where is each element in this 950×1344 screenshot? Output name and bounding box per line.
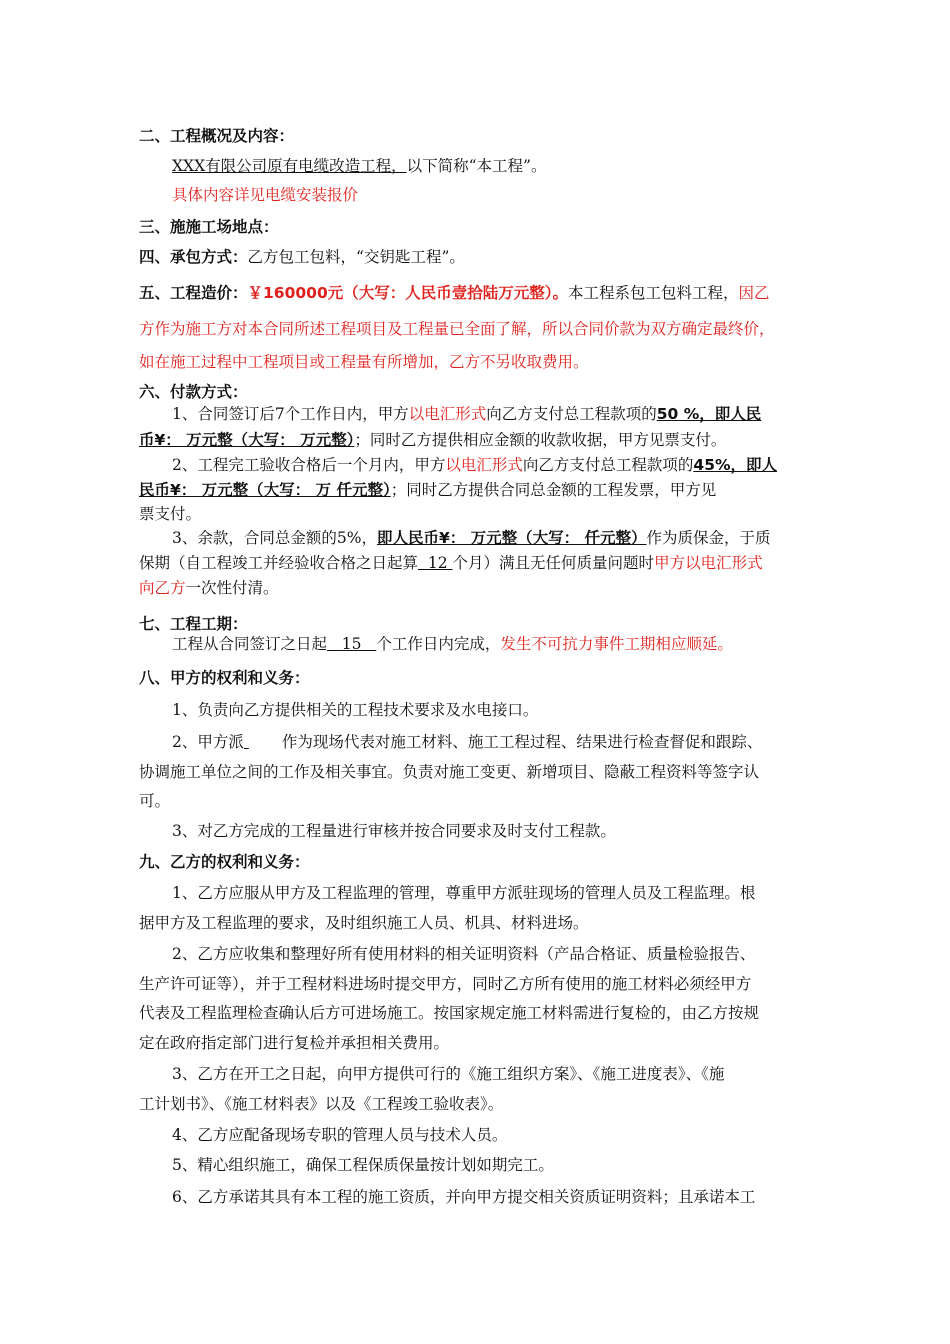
payment-1-line-1 bbox=[172, 402, 761, 426]
section-5-red-1: 因乙 bbox=[738, 284, 770, 302]
representative-blank bbox=[244, 730, 282, 754]
payment-2-line-3: 票支付。 bbox=[139, 505, 202, 523]
payment-3-line-2 bbox=[139, 551, 763, 575]
party-a-item-3: 3、对乙方完成的工程量进行审核并按合同要求及时支付工程款。 bbox=[172, 822, 616, 840]
payment-2-text: 2、工程完工验收合格后一个月内，甲方 bbox=[172, 456, 446, 474]
payment-2-amount: 民币¥： 万元整（大写： 万 仟元整） bbox=[139, 481, 391, 499]
section-5-title: 五、工程造价： bbox=[139, 284, 248, 302]
party-b-item-2-line-4: 定在政府指定部门进行复检并承担相关费用。 bbox=[139, 1034, 450, 1052]
payment-3-line-3 bbox=[139, 576, 279, 600]
party-a-item-2-line-3: 可。 bbox=[139, 792, 171, 810]
warranty-text-b: 个月）满且无任何质量问题时 bbox=[452, 554, 655, 572]
payment-2-text-c: ；同时乙方提供合同总金额的工程发票，甲方见 bbox=[390, 481, 717, 499]
party-a-item-2-text: 2、甲方派 bbox=[172, 733, 244, 751]
section-8-title: 八、甲方的权利和义务： bbox=[139, 669, 310, 687]
section-3-title: 三、施施工场地点： bbox=[139, 218, 279, 236]
section-6-title: 六、付款方式： bbox=[139, 383, 248, 401]
party-b-item-1-line-1: 1、乙方应服从甲方及工程监理的管理，尊重甲方派驻现场的管理人员及工程监理。根 bbox=[172, 884, 756, 902]
payment-3-amount: 即人民币¥： 万元整（大写： 仟元整） bbox=[376, 529, 647, 547]
payment-1-text-b: 向乙方支付总工程款项的 bbox=[486, 405, 657, 423]
force-majeure: 发生不可抗力事件工期相应顺延。 bbox=[500, 635, 733, 653]
warranty-text-c: 一次性付清。 bbox=[185, 579, 279, 597]
party-a-item-1: 1、负责向乙方提供相关的工程技术要求及水电接口。 bbox=[172, 701, 539, 719]
period-days: 15 bbox=[341, 635, 362, 653]
party-b-item-3-line-2: 工计划书》、《施工材料表》以及《工程竣工验收表》。 bbox=[139, 1095, 504, 1113]
payment-3-line-1 bbox=[172, 526, 771, 550]
payment-3-text-b: 作为质保金，于质 bbox=[646, 529, 771, 547]
payment-2-text-b: 向乙方支付总工程款项的 bbox=[522, 456, 694, 474]
section-2-line-1 bbox=[172, 154, 546, 178]
section-4-text: 乙方包工包料，“交钥匙工程”。 bbox=[247, 248, 465, 266]
section-7-line bbox=[172, 632, 733, 656]
party-b-item-3-line-1: 3、乙方在开工之日起，向甲方提供可行的《施工组织方案》、《施工进度表》、《施 bbox=[172, 1065, 725, 1083]
party-a-item-2-line-2: 协调施工单位之间的工作及相关事宜。负责对施工变更、新增项目、隐蔽工程资料等签字认 bbox=[139, 763, 760, 781]
party-b-item-2-line-2: 生产许可证等），并于工程材料进场时提交甲方，同时乙方所有使用的施工材料必须经甲方 bbox=[139, 975, 752, 993]
section-4-line bbox=[139, 245, 465, 269]
payment-1-percent: 50 %，即人民 bbox=[656, 405, 762, 423]
section-5-line-3: 如在施工过程中工程项目或工程量有所增加，乙方不另收取费用。 bbox=[139, 353, 589, 371]
contract-amount: ￥160000元（大写：人民币壹拾陆万元整）。 bbox=[247, 284, 568, 302]
section-5-text: 本工程系包工包料工程， bbox=[567, 284, 739, 302]
payment-2-method: 以电汇形式 bbox=[445, 456, 523, 474]
period-text-b: 个工作日内完成， bbox=[376, 635, 501, 653]
payment-2-line-2 bbox=[139, 478, 716, 502]
payment-2-percent: 45%，即人 bbox=[693, 456, 778, 474]
period-text: 工程从合同签订之日起 bbox=[172, 635, 328, 653]
party-a-item-2-text-b: 作为现场代表对施工材料、施工工程过程、结果进行检查督促和跟踪、 bbox=[281, 733, 763, 751]
section-7-title: 七、工程工期： bbox=[139, 615, 248, 633]
payment-1-text-c: ；同时乙方提供相应金额的收款收据，甲方见票支付。 bbox=[354, 431, 727, 449]
warranty-months: 12 bbox=[427, 554, 448, 572]
payment-1-text: 1、合同签订后7个工作日内，甲方 bbox=[172, 405, 409, 423]
party-b-item-4: 4、乙方应配备现场专职的管理人员与技术人员。 bbox=[172, 1126, 508, 1144]
section-9-title: 九、乙方的权利和义务： bbox=[139, 853, 310, 871]
payment-3-text: 3、余款，合同总金额的5%， bbox=[172, 529, 377, 547]
project-name: XXX有限公司原有电缆改造工程， bbox=[172, 157, 407, 175]
payment-1-amount: 币¥： 万元整（大写： 万元整） bbox=[139, 431, 355, 449]
payment-1-line-2 bbox=[139, 428, 726, 452]
party-b-item-6: 6、乙方承诺其具有本工程的施工资质，并向甲方提交相关资质证明资料；且承诺本工 bbox=[172, 1188, 756, 1206]
party-b-item-2-line-3: 代表及工程监理检查确认后方可进场施工。按国家规定施工材料需进行复检的，由乙方按规 bbox=[139, 1004, 760, 1022]
warranty-text: 保期（自工程竣工并经验收合格之日起算 bbox=[139, 554, 419, 572]
party-a-item-2-line-1 bbox=[172, 730, 762, 754]
section-5-line-2: 方作为施工方对本合同所述工程项目及工程量已全面了解，所以合同价款为双方确定最终价， bbox=[139, 320, 775, 338]
section-2-title: 二、工程概况及内容： bbox=[139, 127, 295, 145]
section-5-line-1 bbox=[139, 281, 770, 305]
section-4-title: 四、承包方式： bbox=[139, 248, 248, 266]
party-b-item-2-line-1: 2、乙方应收集和整理好所有使用材料的相关证明资料（产品合格证、质量检验报告、 bbox=[172, 945, 756, 963]
payment-2-line-1 bbox=[172, 453, 777, 477]
party-b-item-5: 5、精心组织施工，确保工程保质保量按计划如期完工。 bbox=[172, 1156, 554, 1174]
payment-1-method: 以电汇形式 bbox=[408, 405, 487, 423]
section-2-line-2: 具体内容详见电缆安装报价 bbox=[172, 186, 359, 204]
warranty-payee: 向乙方 bbox=[139, 579, 186, 597]
party-b-item-1-line-2: 据甲方及工程监理的要求，及时组织施工人员、机具、材料进场。 bbox=[139, 914, 589, 932]
warranty-method: 甲方以电汇形式 bbox=[654, 554, 763, 572]
project-alias: 以下简称“本工程”。 bbox=[406, 157, 547, 175]
